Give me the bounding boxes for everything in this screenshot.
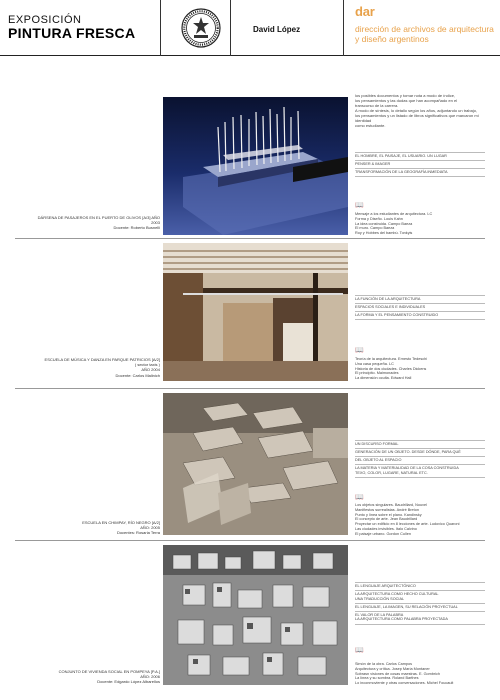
theme-item [355, 465, 485, 478]
intro-line: como estudiante. [355, 123, 386, 128]
project-caption-line: AÑO 2004 [141, 367, 160, 373]
intro-text [355, 93, 485, 128]
theme-text: EL LENGUAJE ARQUITECTÓNICO [355, 584, 416, 588]
intro-line: los pensamientos y un listado de libros significativos que marcaron mi identidad [355, 113, 479, 123]
reading-item: Sobrasn visiones de cosas maestras. E. Gombrich [355, 671, 441, 676]
project-caption-line: Docente: Roberto Busnelli [113, 225, 160, 231]
header-divider [230, 0, 231, 56]
header [0, 0, 500, 56]
theme-text: EL LENGUAJE, LA IMAGEN, SU RELACIÓN PROYECTUAL [355, 604, 458, 609]
reading-list [355, 357, 485, 381]
project-caption-line: AÑO: 2005 [140, 525, 160, 531]
reading-item: Roy y Hobbes del bambú. Tonkyis [355, 231, 413, 236]
theme-item [355, 591, 485, 604]
theme-text: LA ARQUITECTURA COMO HECHO CULTURAL [355, 592, 439, 597]
theme-text: EL VALOR DE LA PALABRA [355, 612, 404, 617]
reading-item: Los objetos singulares. Baudrillard, Nouvel [355, 503, 427, 507]
theme-text: PENSER & IMAGER [355, 162, 391, 167]
theme-item [355, 604, 485, 612]
project-caption-escuela-musica [20, 357, 160, 378]
intro-line: los posibles documentos y tomar nota a modo de índice, [355, 93, 456, 98]
book-icon: 📖 [355, 494, 364, 501]
row-divider [15, 388, 485, 389]
theme-item [355, 169, 485, 177]
reading-item: Manifiestos surrealistas. André Breton [355, 507, 419, 512]
theme-text: ESPACIOS SOCIALES E INDIVIDUALES [355, 305, 426, 310]
reading-item: Punto y línea sobre el plano. Kandinsky [355, 512, 422, 517]
reading-item: Historia de dos ciudades. Charles Dickens [355, 366, 427, 371]
reading-item: Las ciudades invisibles. Italo Calvino [355, 526, 417, 531]
project-caption-line: Docente: Carlos Malinich [115, 372, 160, 378]
author-name: David López [253, 25, 301, 34]
theme-text: LA FUNCIÓN DE LA ARQUITECTURA [355, 297, 421, 301]
reading-item: El muro. Campo Baeza [355, 226, 395, 231]
theme-text: DEL OBJETO AL ESPACIO [355, 458, 402, 463]
project-caption-line: ESCUELA DE MÚSICA Y DANZA EN PARQUE PATRICIOS [A/2] [44, 357, 160, 362]
intro-line: transcurso de la carrera. [355, 103, 399, 108]
theme-list [355, 295, 485, 320]
theme-item [355, 612, 485, 625]
row-divider [15, 238, 485, 239]
reading-item: Proyectar un edificio en 8 lecciones de arte. Ludovico Quaroni [355, 522, 460, 527]
theme-item [355, 161, 485, 169]
reading-item: Una casa pequeña. LC [355, 361, 394, 366]
theme-item [355, 304, 485, 312]
reading-item: La idea construida. Campo Baeza [355, 221, 413, 226]
project-caption-line: AÑO: 2006 [140, 674, 160, 680]
org-short-name: dar [355, 4, 375, 19]
reading-item: Simón de la obra. Carlos Campos [355, 662, 412, 666]
intro-line: A modo de síntesis, lo detallo según los años, adjuntando un trabajo, [355, 108, 478, 113]
project-caption-line: ESCUELA EN CHIMPAY, RÍO NEGRO [A/2] [82, 520, 160, 525]
project-photo-vivienda-pompeya [163, 545, 348, 685]
theme-text: LA ARQUITECTURA COMO PALABRA PROYECTADA [355, 617, 448, 622]
book-icon: 📖 [355, 202, 364, 209]
theme-text: TRANSFORMACIÓN DE LA GEOGRAFÍA INMEDIATA [355, 170, 448, 175]
theme-item [355, 312, 485, 320]
theme-text: LA MATERIA Y MATERIALIDAD DE LA COSA CONSTRUIDA [355, 466, 459, 471]
org-full-name: dirección de archivos de arquitectura y diseño argentinos [355, 24, 494, 44]
theme-item [355, 449, 485, 457]
project-caption-line: 2003 [151, 220, 160, 226]
theme-list [355, 440, 485, 478]
book-icon: 📖 [355, 647, 364, 654]
project-caption-line: Docente: Edgardo López Albarellos [97, 679, 160, 685]
book-icon: 📖 [355, 347, 364, 354]
reading-item: Teoría de la arquitectura. Ernesto Tedeschi [355, 357, 428, 361]
reading-item: El paisaje urbano. Gordon Cullen [355, 531, 411, 536]
project-photo-escuela-musica [163, 243, 348, 381]
reading-item: Lo inconmoviente y otras conversaciones. Michel Foucault [355, 681, 454, 686]
reading-list [355, 662, 485, 686]
exhibition-title: PINTURA FRESCA [8, 25, 136, 41]
theme-text: TEXO, COLOR, LUGARE, NATURAL ETC. [355, 470, 428, 475]
exhibition-label: EXPOSICIÓN [8, 14, 82, 26]
reading-item: Arquitectura y crítica. Josep María Montaner [355, 666, 430, 671]
project-photo-escuela-chimpay [163, 393, 348, 535]
theme-list [355, 152, 485, 177]
reading-list [355, 212, 485, 236]
theme-text: EL HOMBRE, EL PAISAJE, EL USUARIO. UN LUGAR [355, 154, 447, 158]
project-caption-vivienda-pompeya [20, 669, 160, 685]
reading-item: La dimensión oculta. Edward Hall [355, 376, 412, 381]
theme-item [355, 457, 485, 465]
theme-text: GENERACIÓN DE UN OBJETO. DESDE DÓNDE, PARA QUÉ [355, 450, 461, 455]
theme-text: UN DISCURSO FORMAL [355, 442, 399, 446]
reading-item: Forma y Diseño. Louis Kahn [355, 216, 403, 221]
header-divider [343, 0, 344, 56]
project-caption-line: CONJUNTO DE VIVIENDA SOCIAL EN POMPEYA [P.A.] [58, 669, 160, 674]
theme-text: LA FORMA Y EL PENSAMIENTO CONSTRUIDO [355, 313, 439, 318]
reading-item: El concepto de arte. Jean Baudrillard [355, 517, 418, 522]
project-caption-escuela-chimpay [20, 520, 160, 536]
reading-item: El principito. Maimonades [355, 371, 399, 376]
project-photo-darsena [163, 97, 348, 235]
project-caption-line: ( sector taxis ) [134, 362, 160, 368]
intro-line: los pensamientos y las dudas que han acompañado en el [355, 98, 458, 103]
theme-item [355, 582, 485, 591]
theme-list [355, 582, 485, 625]
header-divider [160, 0, 161, 56]
reading-list [355, 503, 485, 537]
row-divider [15, 540, 485, 541]
reading-item: Mensaje a los estudiantes de arquitectura. LC [355, 212, 433, 216]
theme-item [355, 440, 485, 449]
theme-text: UNA TRADUCCIÓN SOCIAL [355, 596, 405, 601]
project-caption-line: Docentes: Rosaria Terra [116, 530, 160, 536]
project-caption-darsena [20, 215, 160, 231]
university-seal-icon [181, 8, 221, 48]
theme-item [355, 295, 485, 304]
theme-item [355, 152, 485, 161]
project-caption-line: DÁRSENA DE PASAJEROS EN EL PUERTO DE OLIVOS [A/3] AÑO [37, 215, 160, 220]
reading-item: La línea y su sombra. Roland Barthes [355, 676, 419, 681]
